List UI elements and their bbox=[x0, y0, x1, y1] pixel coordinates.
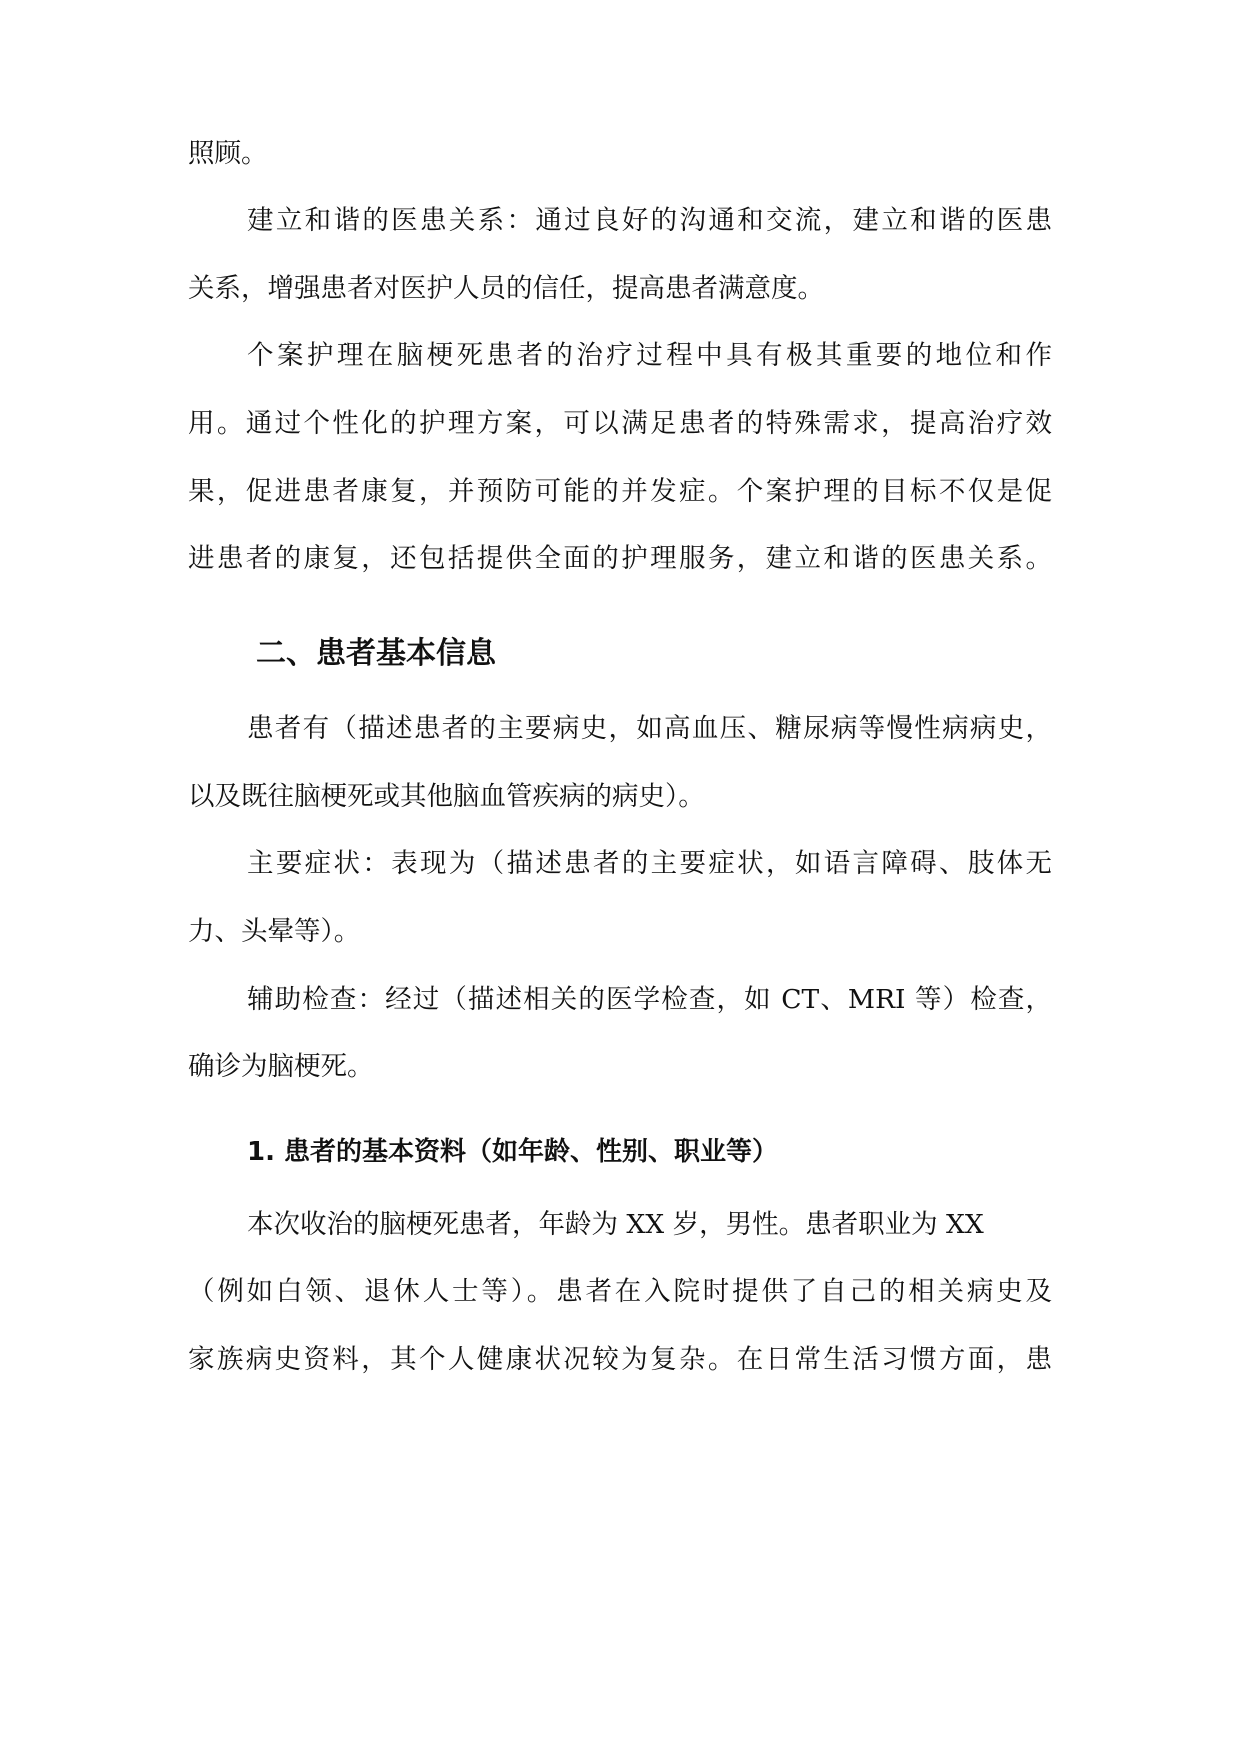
subsection-heading: 1. 患者的基本资料（如年龄、性别、职业等） bbox=[247, 1137, 779, 1167]
paragraph-line: 家族病史资料，其个人健康状况较为复杂。在日常生活习惯方面，患 bbox=[188, 1344, 1052, 1375]
paragraph-line: 确诊为脑梗死。 bbox=[188, 1051, 374, 1082]
paragraph-line: 照顾。 bbox=[188, 138, 268, 169]
paragraph-line: 进患者的康复，还包括提供全面的护理服务，建立和谐的医患关系。 bbox=[188, 543, 1052, 574]
paragraph-line: 主要症状：表现为（描述患者的主要症状，如语言障碍、肢体无 bbox=[247, 848, 1052, 879]
paragraph-line: 本次收治的脑梗死患者，年龄为 XX 岁，男性。患者职业为 XX bbox=[247, 1209, 984, 1240]
paragraph-line: 以及既往脑梗死或其他脑血管疾病的病史）。 bbox=[188, 781, 705, 812]
paragraph-line: （例如白领、退休人士等）。患者在入院时提供了自己的相关病史及 bbox=[188, 1276, 1052, 1307]
paragraph-line: 辅助检查：经过（描述相关的医学检查，如 CT、MRI 等）检查， bbox=[247, 984, 1052, 1015]
paragraph-line: 关系，增强患者对医护人员的信任，提高患者满意度。 bbox=[188, 273, 824, 304]
paragraph-line: 果，促进患者康复，并预防可能的并发症。个案护理的目标不仅是促 bbox=[188, 476, 1052, 507]
paragraph-line: 建立和谐的医患关系：通过良好的沟通和交流，建立和谐的医患 bbox=[247, 205, 1052, 236]
paragraph-line: 用。通过个性化的护理方案，可以满足患者的特殊需求，提高治疗效 bbox=[188, 408, 1052, 439]
paragraph-line: 个案护理在脑梗死患者的治疗过程中具有极其重要的地位和作 bbox=[247, 340, 1052, 371]
paragraph-line: 患者有（描述患者的主要病史，如高血压、糖尿病等慢性病病史， bbox=[247, 713, 1052, 744]
section-heading: 二、患者基本信息 bbox=[256, 636, 496, 671]
paragraph-line: 力、头晕等）。 bbox=[188, 916, 361, 947]
